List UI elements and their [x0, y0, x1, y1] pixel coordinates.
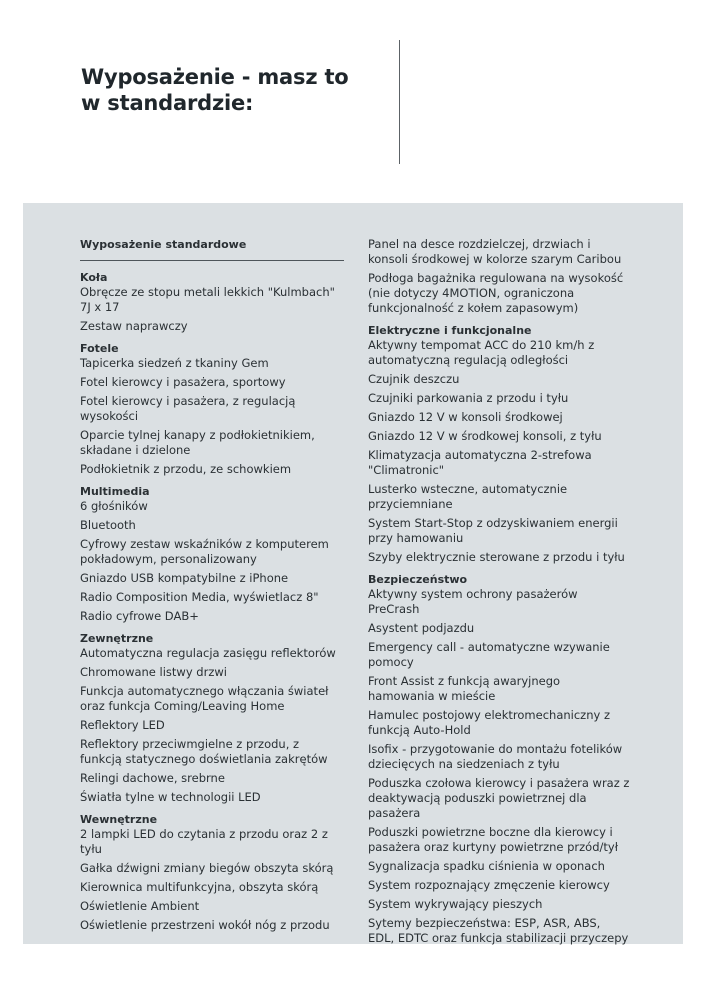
equipment-section	[80, 271, 344, 342]
equipment-item: Gniazdo 12 V w środkowej konsoli, z tyłu	[368, 429, 602, 443]
equipment-item: Bluetooth	[80, 518, 136, 532]
equipment-item: Podłoga bagażnika regulowana na wysokość (nie dotyczy 4MOTION, ograniczona funkcjonalność z kołem zapasowym)	[368, 271, 624, 315]
right-sections	[368, 324, 630, 954]
section-title: Elektryczne i funkcjonalne	[368, 324, 532, 337]
equipment-item: System rozpoznający zmęczenie kierowcy	[368, 878, 610, 892]
equipment-section	[80, 342, 344, 485]
equipment-item: System wykrywający pieszych	[368, 897, 543, 911]
equipment-item: Relingi dachowe, srebrne	[80, 771, 225, 785]
equipment-item: Funkcja automatycznego włączania świateł oraz funkcja Coming/Leaving Home	[80, 684, 329, 713]
equipment-item: Światła tylne w technologii LED	[80, 790, 261, 804]
equipment-item: 6 głośników	[80, 499, 148, 513]
equipment-item: Lusterko wsteczne, automatycznie przyciemniane	[368, 482, 568, 511]
section-title: Wewnętrzne	[80, 813, 158, 826]
title-line-1: Wyposażenie - masz to	[81, 65, 349, 89]
right-lead-items	[368, 237, 630, 324]
equipment-section	[80, 632, 344, 813]
equipment-section	[368, 573, 630, 954]
left-column	[80, 237, 344, 941]
equipment-item: Radio cyfrowe DAB+	[80, 609, 199, 623]
equipment-item: Szyby elektrycznie sterowane z przodu i tyłu	[368, 550, 625, 564]
section-title: Multimedia	[80, 485, 150, 498]
equipment-item: Oświetlenie przestrzeni wokół nóg z przodu	[80, 918, 330, 932]
equipment-section	[368, 324, 630, 573]
equipment-item: Zestaw naprawczy	[80, 319, 188, 333]
equipment-item: Czujniki parkowania z przodu i tyłu	[368, 391, 569, 405]
equipment-item: Poduszki powietrzne boczne dla kierowcy i pasażera oraz kurtyny powietrzne przód/tył	[368, 825, 618, 854]
equipment-item: Oparcie tylnej kanapy z podłokietnikiem, składane i dzielone	[80, 428, 315, 457]
equipment-item: Gałka dźwigni zmiany biegów obszyta skórą	[80, 861, 334, 875]
equipment-item: Aktywny tempomat ACC do 210 km/h z automatyczną regulacją odległości	[368, 338, 595, 367]
equipment-item: Hamulec postojowy elektromechaniczny z funkcją Auto-Hold	[368, 708, 610, 737]
equipment-item: Czujnik deszczu	[368, 372, 460, 386]
equipment-item: Tapicerka siedzeń z tkaniny Gem	[80, 356, 269, 370]
equipment-section	[80, 813, 344, 941]
equipment-item: Poduszka czołowa kierowcy i pasażera wraz z deaktywacją poduszki powietrznej dla pasażera	[368, 776, 630, 820]
page-title	[81, 64, 371, 116]
equipment-item: Kierownica multifunkcyjna, obszyta skórą	[80, 880, 319, 894]
equipment-item: Radio Composition Media, wyświetlacz 8"	[80, 590, 319, 604]
left-sections	[80, 271, 344, 941]
equipment-item: Chromowane listwy drzwi	[80, 665, 227, 679]
equipment-item: Automatyczna regulacja zasięgu reflektorów	[80, 646, 336, 660]
equipment-item: Reflektory LED	[80, 718, 165, 732]
equipment-item: Aktywny system ochrony pasażerów PreCrash	[368, 587, 578, 616]
equipment-item: Gniazdo 12 V w konsoli środkowej	[368, 410, 563, 424]
equipment-item: Fotel kierowcy i pasażera, sportowy	[80, 375, 286, 389]
equipment-item: Sygnalizacja spadku ciśnienia w oponach	[368, 859, 605, 873]
section-title: Bezpieczeństwo	[368, 573, 468, 586]
equipment-item: Emergency call - automatyczne wzywanie pomocy	[368, 640, 610, 669]
column-heading: Wyposażenie standardowe	[80, 237, 344, 261]
equipment-item: System Start-Stop z odzyskiwaniem energii przy hamowaniu	[368, 516, 618, 545]
section-title: Koła	[80, 271, 108, 284]
equipment-item: Gniazdo USB kompatybilne z iPhone	[80, 571, 289, 585]
equipment-section	[80, 485, 344, 632]
equipment-item: Reflektory przeciwmgielne z przodu, z funkcją statycznego doświetlania zakrętów	[80, 737, 328, 766]
equipment-item: 2 lampki LED do czytania z przodu oraz 2 z tyłu	[80, 827, 328, 856]
section-title: Zewnętrzne	[80, 632, 154, 645]
section-title: Fotele	[80, 342, 119, 355]
right-column	[368, 237, 630, 954]
equipment-item: Panel na desce rozdzielczej, drzwiach i konsoli środkowej w kolorze szarym Caribou	[368, 237, 622, 266]
title-line-2: w standardzie:	[81, 91, 254, 115]
equipment-item: Asystent podjazdu	[368, 621, 475, 635]
header-divider	[399, 40, 400, 164]
equipment-item: Podłokietnik z przodu, ze schowkiem	[80, 462, 292, 476]
equipment-item: Isofix - przygotowanie do montażu fotelików dziecięcych na siedzeniach z tyłu	[368, 742, 623, 771]
equipment-item: Klimatyzacja automatyczna 2-strefowa "Climatronic"	[368, 448, 592, 477]
equipment-item: Fotel kierowcy i pasażera, z regulacją wysokości	[80, 394, 296, 423]
equipment-item: Front Assist z funkcją awaryjnego hamowania w mieście	[368, 674, 561, 703]
equipment-item: Sytemy bezpieczeństwa: ESP, ASR, ABS, EDL, EDTC oraz funkcja stabilizacji przyczepy	[368, 916, 629, 945]
equipment-item: Oświetlenie Ambient	[80, 899, 200, 913]
equipment-item: Obręcze ze stopu metali lekkich "Kulmbach" 7J x 17	[80, 285, 335, 314]
equipment-item: Cyfrowy zestaw wskaźników z komputerem pokładowym, personalizowany	[80, 537, 329, 566]
equipment-panel	[23, 203, 683, 944]
